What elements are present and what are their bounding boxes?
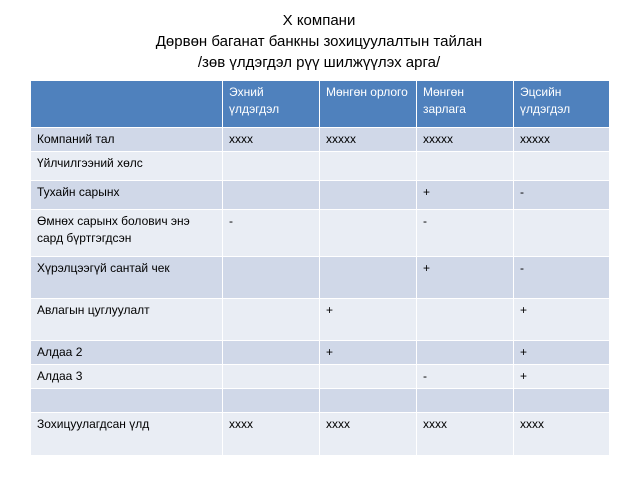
report-subtitle: /зөв үлдэгдэл рүү шилжүүлэх арга/	[197, 54, 441, 71]
cell-opening: -	[223, 210, 320, 257]
header-cell-item	[31, 81, 223, 128]
cell-opening	[223, 389, 320, 413]
cell-closing: -	[514, 181, 610, 210]
cell-opening	[223, 365, 320, 389]
header-cell-closing-balance: Эцсийн үлдэгдэл	[514, 81, 610, 128]
row-label: Хүрэлцээгүй сантай чек	[31, 257, 223, 299]
cell-opening	[223, 257, 320, 299]
table-row	[31, 365, 610, 389]
cell-disbursements: +	[417, 257, 514, 299]
table-row	[31, 181, 610, 210]
cell-disbursements	[417, 341, 514, 365]
table-row	[31, 341, 610, 365]
row-label: Үйлчилгээний хөлс	[31, 152, 223, 181]
cell-closing: xxxxx	[514, 128, 610, 152]
cell-receipts: xxxxx	[320, 128, 417, 152]
cell-disbursements	[417, 152, 514, 181]
cell-closing: +	[514, 299, 610, 341]
cell-opening: xxxx	[223, 128, 320, 152]
cell-disbursements: +	[417, 181, 514, 210]
table-row	[31, 299, 610, 341]
cell-opening	[223, 181, 320, 210]
cell-receipts	[320, 257, 417, 299]
cell-opening	[223, 341, 320, 365]
cell-receipts: xxxx	[320, 413, 417, 456]
row-label: Тухайн сарынх	[31, 181, 223, 210]
cell-disbursements: xxxxx	[417, 128, 514, 152]
table-row	[31, 152, 610, 181]
header-cell-cash-receipts: Мөнгөн орлого	[320, 81, 417, 128]
bank-reconciliation-table	[30, 80, 610, 456]
cell-closing	[514, 210, 610, 257]
cell-receipts	[320, 210, 417, 257]
company-title: Х компани	[282, 12, 356, 29]
slide-title	[0, 10, 638, 73]
cell-receipts	[320, 152, 417, 181]
cell-opening	[223, 299, 320, 341]
cell-receipts	[320, 389, 417, 413]
cell-closing: -	[514, 257, 610, 299]
table-header-row	[31, 81, 610, 128]
cell-disbursements: xxxx	[417, 413, 514, 456]
cell-closing: xxxx	[514, 413, 610, 456]
cell-opening	[223, 152, 320, 181]
row-label: Алдаа 2	[31, 341, 223, 365]
cell-disbursements	[417, 389, 514, 413]
row-label: Өмнөх сарынх болович энэ сард бүртгэгдсэн	[31, 210, 223, 257]
table-row	[31, 257, 610, 299]
table-row	[31, 413, 610, 456]
cell-receipts: +	[320, 299, 417, 341]
cell-closing: +	[514, 365, 610, 389]
table-row	[31, 389, 610, 413]
header-cell-opening-balance: Эхний үлдэгдэл	[223, 81, 320, 128]
row-label	[31, 389, 223, 413]
row-label: Авлагын цуглуулалт	[31, 299, 223, 341]
row-label: Зохицуулагдсан үлд	[31, 413, 223, 456]
cell-opening: xxxx	[223, 413, 320, 456]
cell-receipts	[320, 365, 417, 389]
cell-closing	[514, 389, 610, 413]
cell-disbursements: -	[417, 210, 514, 257]
row-label: Компаний тал	[31, 128, 223, 152]
header-cell-cash-disbursements: Мөнгөн зарлага	[417, 81, 514, 128]
cell-closing: +	[514, 341, 610, 365]
cell-closing	[514, 152, 610, 181]
cell-receipts: +	[320, 341, 417, 365]
table-row	[31, 210, 610, 257]
report-title: Дөрвөн баганат банкны зохицуулалтын тайлан	[155, 33, 483, 50]
cell-disbursements	[417, 299, 514, 341]
cell-receipts	[320, 181, 417, 210]
cell-disbursements: -	[417, 365, 514, 389]
row-label: Алдаа 3	[31, 365, 223, 389]
table-row	[31, 128, 610, 152]
